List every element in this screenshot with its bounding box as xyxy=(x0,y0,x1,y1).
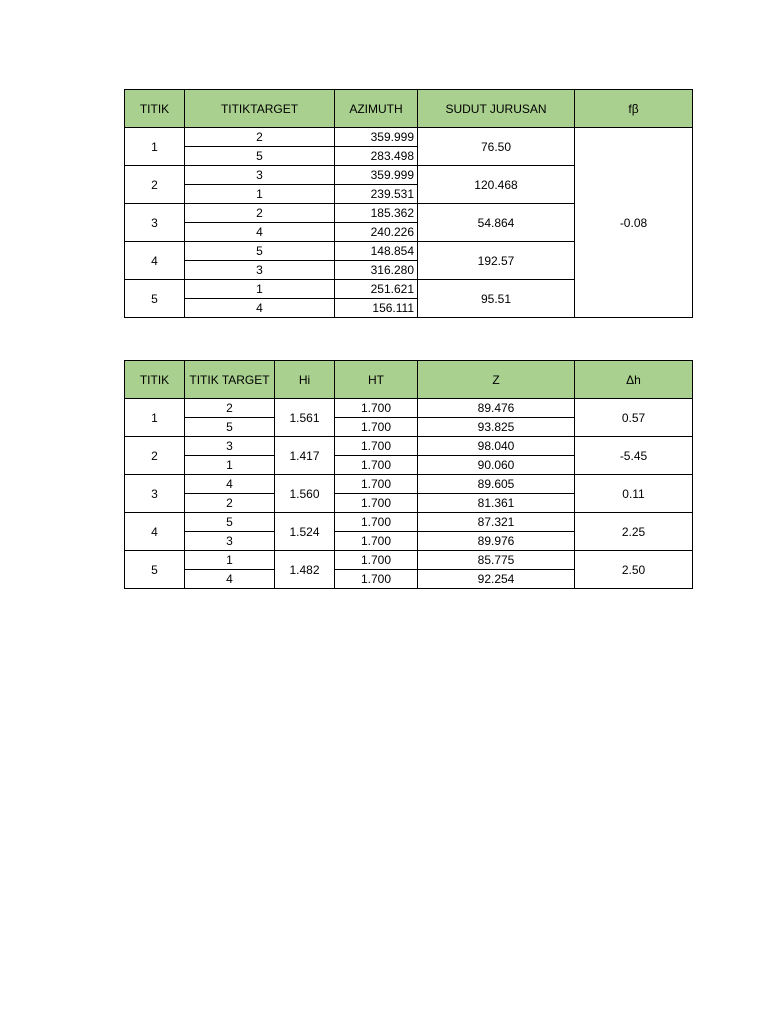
ht-cell: 1.700 xyxy=(335,399,418,418)
titik-cell: 2 xyxy=(125,166,185,204)
titik-cell: 2 xyxy=(125,437,185,475)
delta-h-cell: 0.11 xyxy=(575,475,693,513)
header-sudut-jurusan: SUDUT JURUSAN xyxy=(418,90,575,128)
fbeta-cell: -0.08 xyxy=(575,128,693,318)
azimuth-cell: 156.111 xyxy=(335,299,418,318)
z-cell: 89.976 xyxy=(418,532,575,551)
ht-cell: 1.700 xyxy=(335,513,418,532)
header-fbeta: fβ xyxy=(575,90,693,128)
azimuth-cell: 185.362 xyxy=(335,204,418,223)
table-row xyxy=(125,551,693,570)
header-titik: TITIK xyxy=(125,90,185,128)
azimuth-cell: 316.280 xyxy=(335,261,418,280)
target-cell: 1 xyxy=(185,456,275,475)
target-cell: 4 xyxy=(185,475,275,494)
hi-cell: 1.560 xyxy=(275,475,335,513)
target-cell: 5 xyxy=(185,147,335,166)
z-cell: 87.321 xyxy=(418,513,575,532)
azimuth-cell: 359.999 xyxy=(335,128,418,147)
ht-cell: 1.700 xyxy=(335,418,418,437)
target-cell: 1 xyxy=(185,551,275,570)
ht-cell: 1.700 xyxy=(335,570,418,589)
target-cell: 3 xyxy=(185,261,335,280)
target-cell: 5 xyxy=(185,242,335,261)
header-delta-h: Δh xyxy=(575,361,693,399)
ht-cell: 1.700 xyxy=(335,494,418,513)
ht-cell: 1.700 xyxy=(335,551,418,570)
delta-h-cell: 0.57 xyxy=(575,399,693,437)
titik-cell: 4 xyxy=(125,513,185,551)
azimuth-table-header xyxy=(125,90,693,128)
azimuth-cell: 283.498 xyxy=(335,147,418,166)
hi-cell: 1.524 xyxy=(275,513,335,551)
z-cell: 90.060 xyxy=(418,456,575,475)
z-cell: 89.476 xyxy=(418,399,575,418)
azimuth-cell: 148.854 xyxy=(335,242,418,261)
delta-h-cell: -5.45 xyxy=(575,437,693,475)
hi-cell: 1.561 xyxy=(275,399,335,437)
azimuth-table xyxy=(124,89,693,318)
azimuth-cell: 239.531 xyxy=(335,185,418,204)
header-azimuth: AZIMUTH xyxy=(335,90,418,128)
azimuth-cell: 240.226 xyxy=(335,223,418,242)
target-cell: 2 xyxy=(185,494,275,513)
target-cell: 2 xyxy=(185,204,335,223)
table-row xyxy=(125,399,693,418)
header-hi: Hi xyxy=(275,361,335,399)
ht-cell: 1.700 xyxy=(335,532,418,551)
sudut-jurusan-cell: 192.57 xyxy=(418,242,575,280)
sudut-jurusan-cell: 54.864 xyxy=(418,204,575,242)
target-cell: 4 xyxy=(185,570,275,589)
delta-h-cell: 2.25 xyxy=(575,513,693,551)
table-row xyxy=(125,475,693,494)
target-cell: 5 xyxy=(185,418,275,437)
z-cell: 81.361 xyxy=(418,494,575,513)
z-cell: 89.605 xyxy=(418,475,575,494)
header-row xyxy=(125,361,693,399)
height-table-body xyxy=(125,399,693,589)
target-cell: 1 xyxy=(185,280,335,299)
table-row xyxy=(125,513,693,532)
z-cell: 92.254 xyxy=(418,570,575,589)
delta-h-cell: 2.50 xyxy=(575,551,693,589)
target-cell: 2 xyxy=(185,128,335,147)
titik-cell: 5 xyxy=(125,280,185,318)
header-titik: TITIK xyxy=(125,361,185,399)
titik-cell: 1 xyxy=(125,128,185,166)
header-z: Z xyxy=(418,361,575,399)
titik-cell: 4 xyxy=(125,242,185,280)
table-row xyxy=(125,437,693,456)
target-cell: 4 xyxy=(185,223,335,242)
ht-cell: 1.700 xyxy=(335,437,418,456)
ht-cell: 1.700 xyxy=(335,456,418,475)
titik-cell: 3 xyxy=(125,204,185,242)
ht-cell: 1.700 xyxy=(335,475,418,494)
hi-cell: 1.417 xyxy=(275,437,335,475)
height-table-header xyxy=(125,361,693,399)
z-cell: 93.825 xyxy=(418,418,575,437)
target-cell: 5 xyxy=(185,513,275,532)
titik-cell: 3 xyxy=(125,475,185,513)
header-ht: HT xyxy=(335,361,418,399)
sudut-jurusan-cell: 120.468 xyxy=(418,166,575,204)
titik-cell: 1 xyxy=(125,399,185,437)
header-titik-target: TITIK TARGET xyxy=(185,361,275,399)
target-cell: 3 xyxy=(185,166,335,185)
z-cell: 98.040 xyxy=(418,437,575,456)
target-cell: 3 xyxy=(185,437,275,456)
azimuth-cell: 359.999 xyxy=(335,166,418,185)
target-cell: 1 xyxy=(185,185,335,204)
header-titik-target: TITIKTARGET xyxy=(185,90,335,128)
target-cell: 2 xyxy=(185,399,275,418)
table-row xyxy=(125,128,693,147)
header-row xyxy=(125,90,693,128)
z-cell: 85.775 xyxy=(418,551,575,570)
sudut-jurusan-cell: 95.51 xyxy=(418,280,575,318)
target-cell: 3 xyxy=(185,532,275,551)
azimuth-cell: 251.621 xyxy=(335,280,418,299)
sudut-jurusan-cell: 76.50 xyxy=(418,128,575,166)
azimuth-table-body xyxy=(125,128,693,318)
hi-cell: 1.482 xyxy=(275,551,335,589)
height-difference-table xyxy=(124,360,693,589)
target-cell: 4 xyxy=(185,299,335,318)
titik-cell: 5 xyxy=(125,551,185,589)
